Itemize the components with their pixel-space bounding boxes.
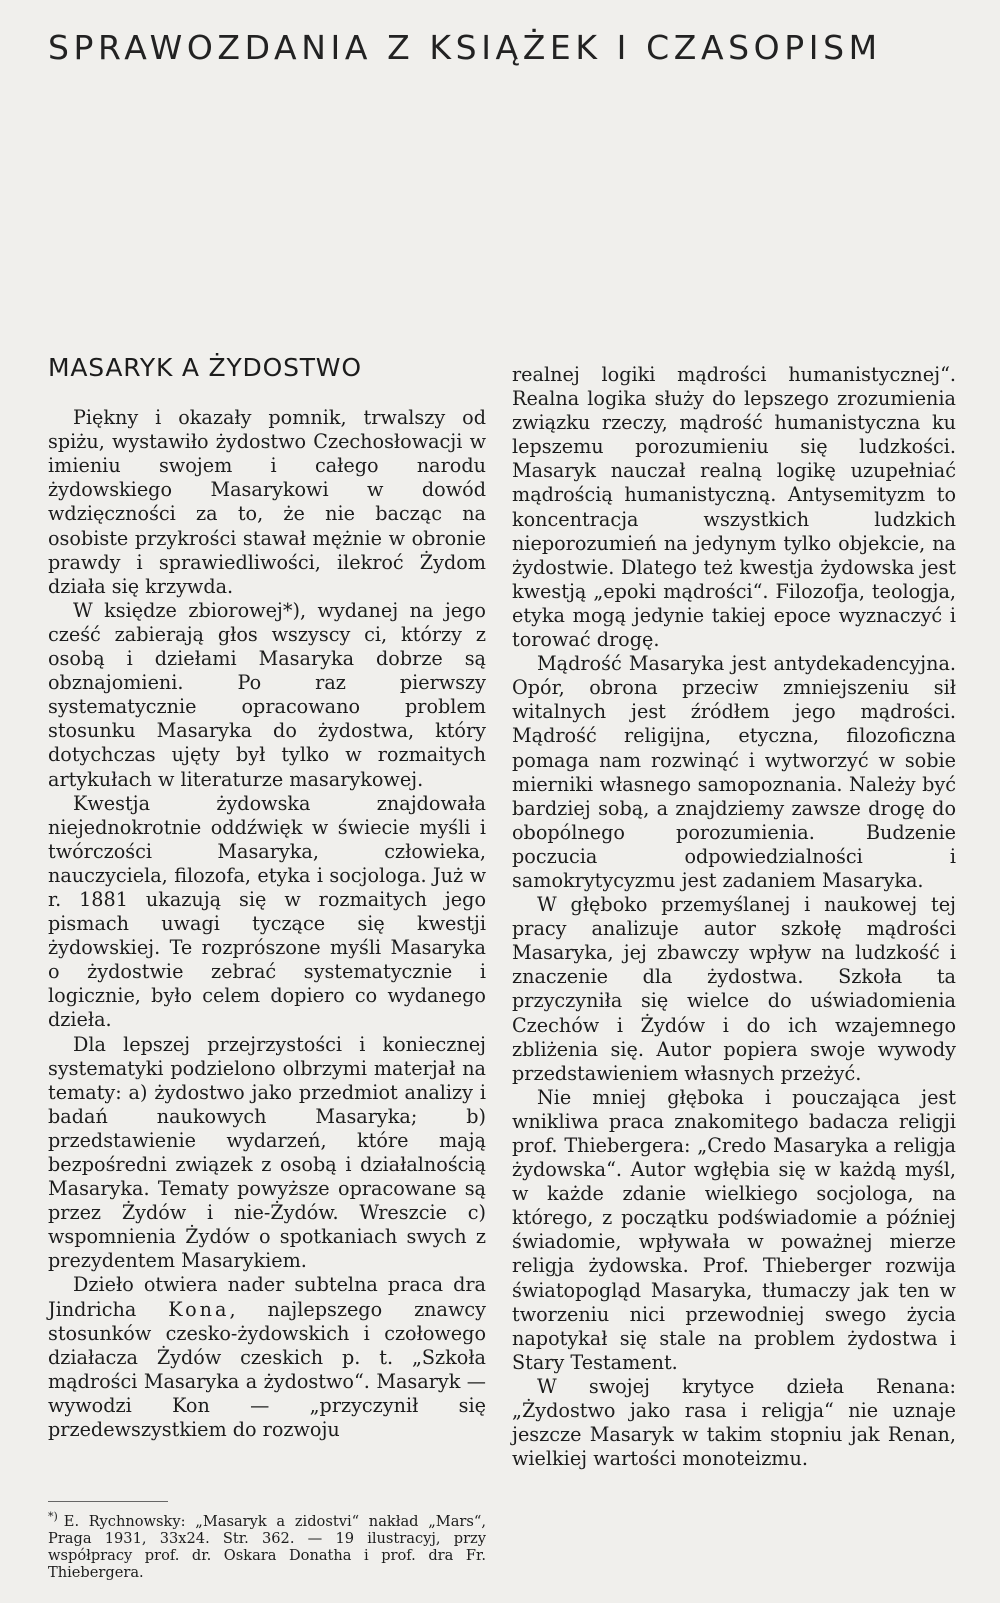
paragraph-text: Dzieło otwiera nader subtelna praca dra Jindricha bbox=[48, 1273, 486, 1321]
paragraph bbox=[48, 1273, 486, 1442]
paragraph: Dla lepszej przejrzystości i koniecznej systematyki podzielono olbrzymi materjał na tematy: a) żydostwo jako przedmiot analizy i badań naukowych Masaryka; b) przedstawienie wydarzeń, które mają bezpośredni związek z osobą i działalnością Masaryka. Tematy powyższe opracowane są przez Żydów i nie-Żydów. Wreszcie c) wspomnienia Żydów o spotkaniach swych z prezydentem Masarykiem. bbox=[48, 1032, 486, 1273]
article-right-column bbox=[512, 363, 956, 1471]
paragraph: W swojej krytyce dzieła Renana: „Żydostwo jako rasa i religja“ nie uznaje jeszcze Masaryk w takim stopniu jak Renan, wielkiej wartości monoteizmu. bbox=[512, 1374, 956, 1471]
paragraph: Piękny i okazały pomnik, trwalszy od spiżu, wystawiło żydostwo Czechosłowacji w imieniu swojem i całego narodu żydowskiego Masarykowi w dowód wdzięczności za to, że nie bacząc na osobiste przykrości stawał mężnie w obronie prawdy i sprawiedliwości, ilekroć Żydom działa się krzywda. bbox=[48, 406, 486, 598]
paragraph: Kwestja żydowska znajdowała niejednokrotnie oddźwięk w świecie myśli i twórczości Masaryka, człowieka, nauczyciela, filozofa, etyka i socjologa. Już w r. 1881 ukazują się w rozmaitych jego pismach uwagi tyczące się kwestji żydowskiej. Te rozprószone myśli Masaryka o żydostwie zebrać systematycznie i logicznie, było celem dopiero co wydanego dzieła. bbox=[48, 791, 486, 1032]
article-title: MASARYK A ŻYDOSTWO bbox=[48, 353, 362, 382]
author-name: Kona bbox=[168, 1297, 230, 1321]
footnote-mark: *) bbox=[48, 1510, 58, 1523]
footnote bbox=[48, 1508, 486, 1582]
article-left-column bbox=[48, 353, 486, 1442]
paragraph: Nie mniej głęboka i pouczająca jest wnikliwa praca znakomitego badacza religji prof. Thiebergera: „Credo Masaryka a religja żydowska“. Autor wgłębia się w każdą myśl, w każde zdanie wielkiego socjologa, na którego, z początku podświadomie a później świadomie, wpływała w poważnej mierze religja żydowska. Prof. Thieberger rozwija światopogląd Masaryka, tłumaczy jak ten w tworzeniu nici przewodniej swego życia napotykał się stale na problem żydostwa i Stary Testament. bbox=[512, 1085, 956, 1374]
paragraph: W głęboko przemyślanej i naukowej tej pracy analizuje autor szkołę mądrości Masaryka, jej zbawczy wpływ na ludzkość i znaczenie dla żydostwa. Szkoła ta przyczyniła się wielce do uświadomienia Czechów i Żydów i do ich wzajemnego zbliżenia się. Autor popiera swoje wywody przedstawieniem własnych przeżyć. bbox=[512, 893, 956, 1085]
footnote-divider bbox=[48, 1501, 168, 1502]
paragraph: W księdze zbiorowej*), wydanej na jego cześć zabierają głos wszyscy ci, którzy z osobą i dziełami Masaryka dobrze są obznajomieni. Po raz pierwszy systematycznie opracowano problem stosunku Masaryka do żydostwa, który dotychczas ujęty był tylko w rozmaitych artykułach w literaturze masarykowej. bbox=[48, 598, 486, 791]
paragraph: realnej logiki mądrości humanistycznej“. Realna logika służy do lepszego zrozumienia związku rzeczy, mądrość humanistyczna ku lepszemu porozumieniu się ludzkości. Masaryk nauczał realną logikę uzupełniać mądrością humanistyczną. Antysemityzm to koncentracja wszystkich ludzkich nieporozumień na jedynym tylko objekcie, na żydostwie. Dlatego też kwestja żydowska jest kwestją „epoki mądrości“. Filozofja, teologja, etyka mogą jedynie takiej epoce wyznaczyć i torować drogę. bbox=[512, 363, 956, 652]
footnote-text: E. Rychnowsky: „Masaryk a zidostvi“ nakład „Mars“, Praga 1931, 33x24. Str. 362. — 19 ilustracyj, przy współpracy prof. dr. Oskara Donatha i prof. dra Fr. Thiebergera. bbox=[48, 1512, 486, 1582]
paragraph-text: , najlepszego znawcy stosunków czesko-żydowskich i czołowego działacza Żydów czeskich p. t. „Szkoła mądrości Masaryka a żydostwo“. Masaryk — wywodzi Kon — „przyczynił się przedewszystkiem do rozwoju bbox=[48, 1297, 486, 1442]
paragraph: Mądrość Masaryka jest antydekadencyjna. Opór, obrona przeciw zmniejszeniu sił witalnych jest źródłem jego mądrości. Mądrość religijna, etyczna, filozoficzna pomaga nam rozwinąć i wytworzyć w sobie mierniki własnego samopoznania. Należy być bardziej sobą, a znajdziemy zawsze drogę do obopólnego porozumienia. Budzenie poczucia odpowiedzialności i samokrytycyzmu jest zadaniem Masaryka. bbox=[512, 652, 956, 892]
section-header: SPRAWOZDANIA Z KSIĄŻEK I CZASOPISM bbox=[48, 28, 882, 67]
